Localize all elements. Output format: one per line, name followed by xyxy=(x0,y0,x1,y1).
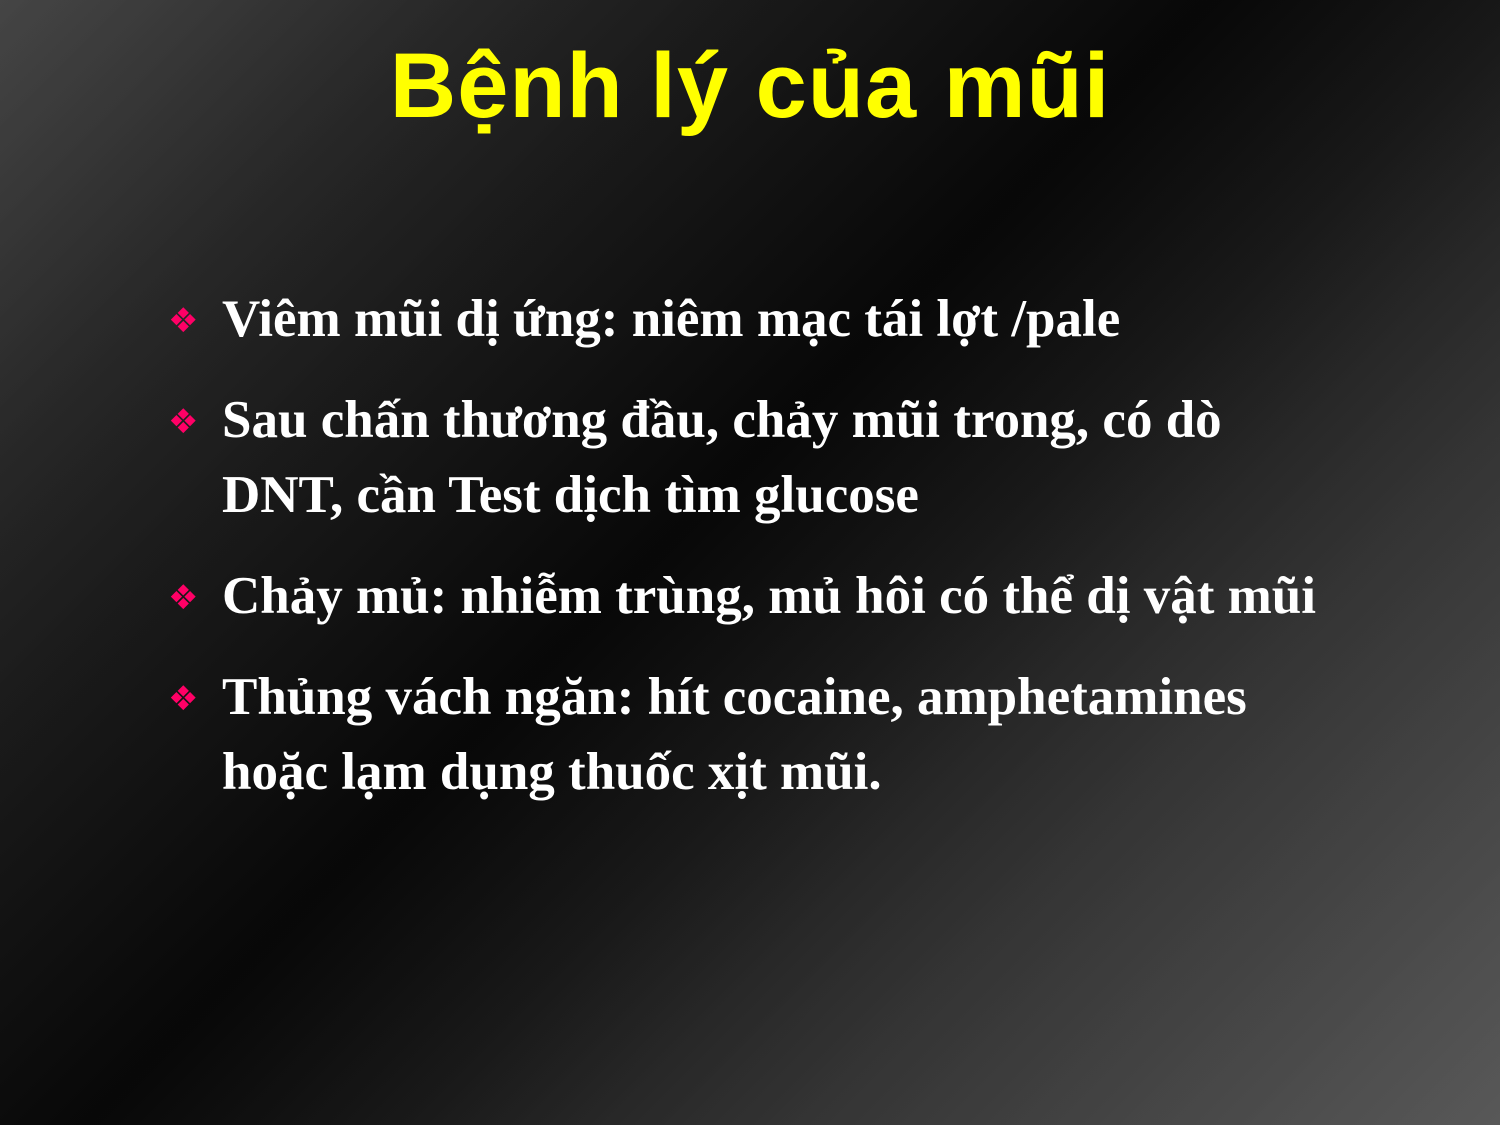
diamond-flower-icon: ❖ xyxy=(168,402,199,442)
bullet-text-3 xyxy=(222,559,1458,634)
bullet-line: DNT, cần Test dịch tìm glucose xyxy=(222,466,919,524)
bullet-item-1 xyxy=(168,282,1458,357)
diamond-flower-icon: ❖ xyxy=(168,301,199,341)
bullet-text-4 xyxy=(222,660,1458,810)
bullet-line: Thủng vách ngăn: hít cocaine, amphetamines xyxy=(222,668,1247,726)
bullet-line: Chảy mủ: nhiễm trùng, mủ hôi có thể dị vật mũi xyxy=(222,567,1316,625)
bullet-text-1 xyxy=(222,282,1458,357)
slide-title: Bệnh lý của mũi xyxy=(389,35,1111,137)
bullet-item-4 xyxy=(168,660,1458,810)
bullet-item-3 xyxy=(168,559,1458,634)
bullet-line: hoặc lạm dụng thuốc xịt mũi. xyxy=(222,743,882,801)
bullet-item-2 xyxy=(168,383,1458,533)
bullet-line: Sau chấn thương đầu, chảy mũi trong, có dò xyxy=(222,391,1222,449)
diamond-flower-icon: ❖ xyxy=(168,578,199,618)
bullet-text-2 xyxy=(222,383,1458,533)
bullet-line: Viêm mũi dị ứng: niêm mạc tái lợt /pale xyxy=(222,290,1121,348)
diamond-flower-icon: ❖ xyxy=(168,679,199,719)
bullet-list xyxy=(168,282,1458,836)
